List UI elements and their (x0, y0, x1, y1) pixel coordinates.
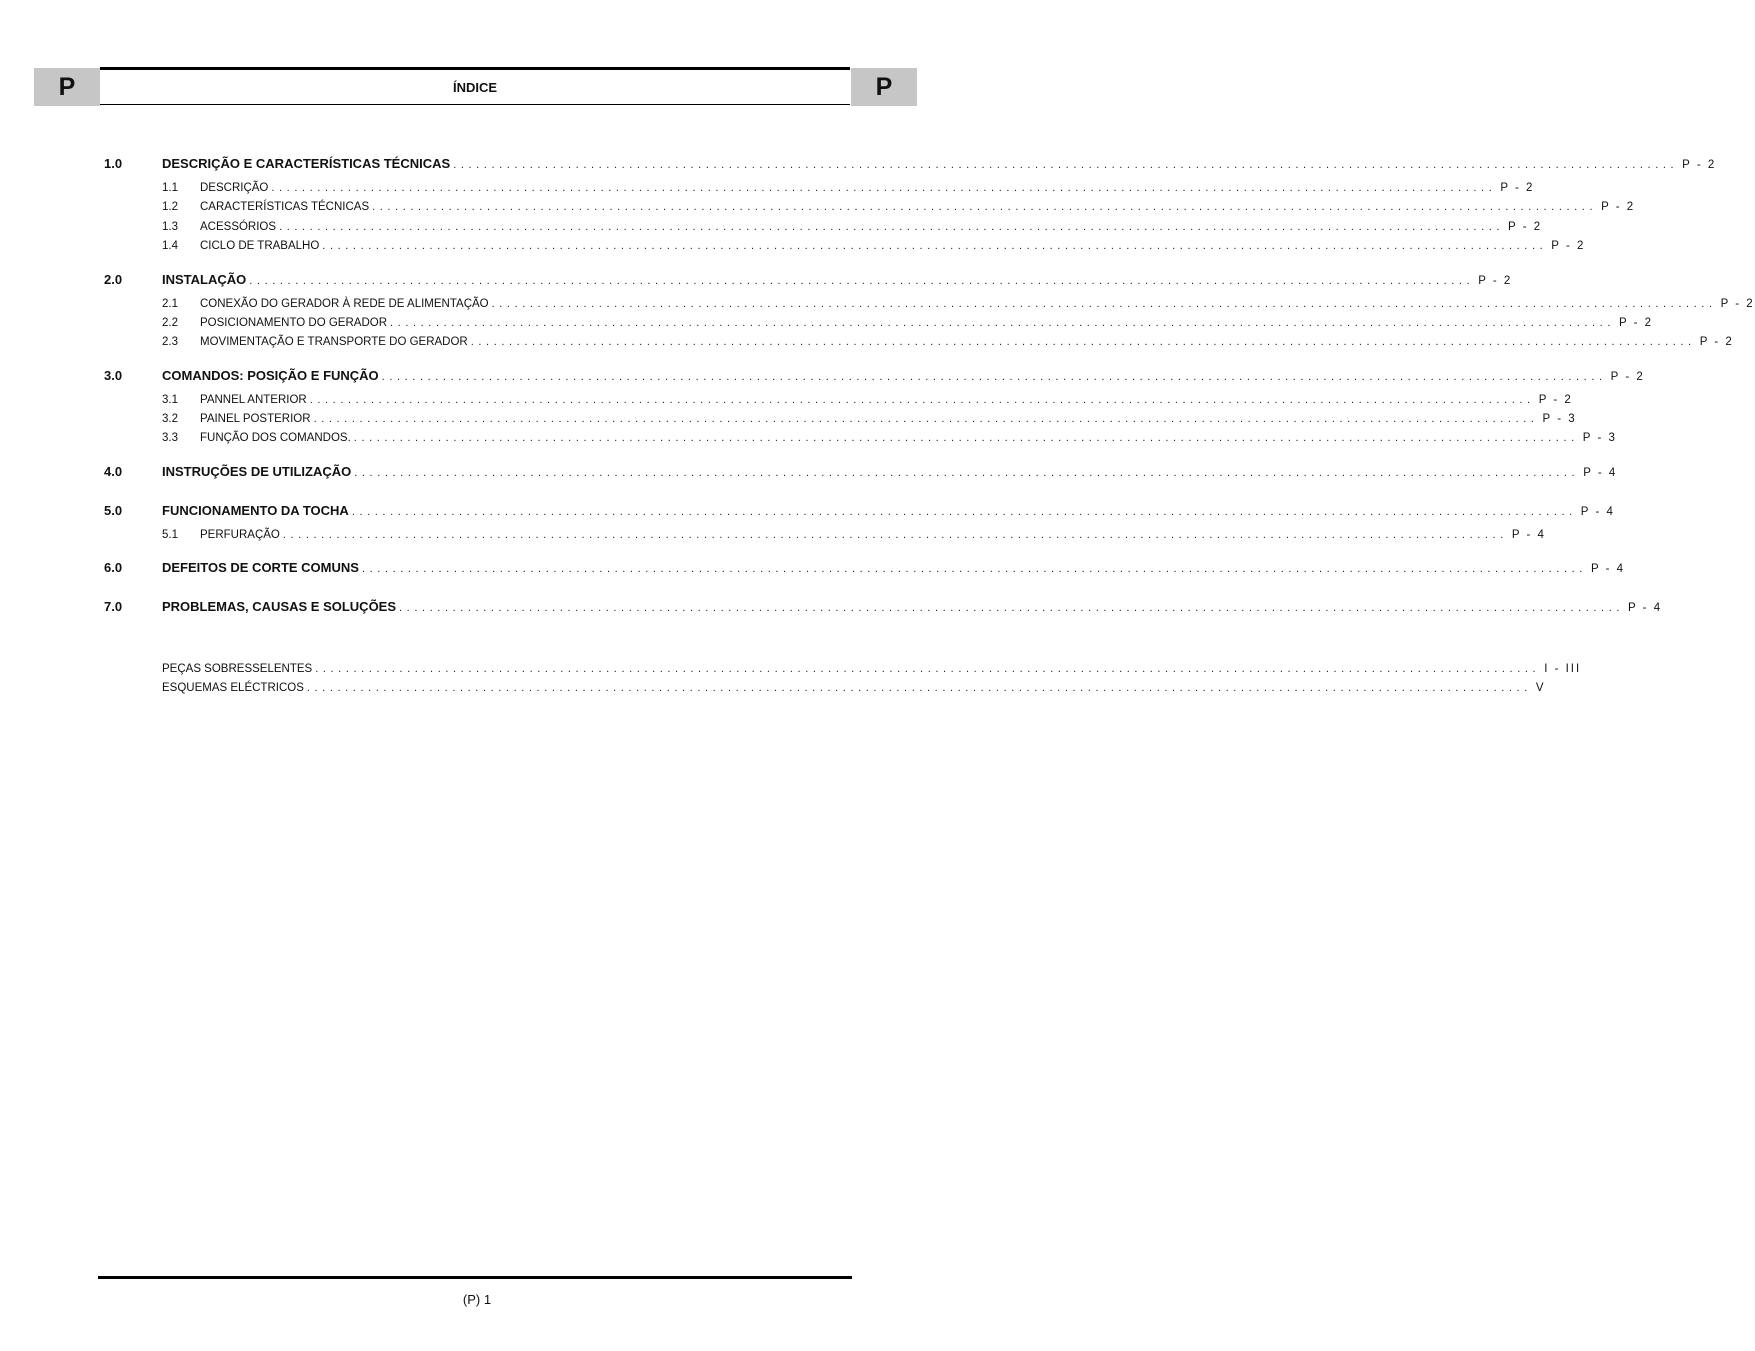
toc-entry-electrical-diagrams[interactable] (162, 678, 1546, 694)
toc-leader: ................................................................................................................................................................ (372, 201, 1598, 213)
toc-leader: ................................................................................................................................................................ (453, 159, 1679, 171)
toc-entry-7-0[interactable] (104, 598, 1663, 614)
toc-leader: ................................................................................................................................................................ (322, 240, 1548, 252)
toc-page: P - 2 (1720, 298, 1755, 310)
toc-number: 1.0 (104, 156, 123, 171)
toc-leader: ................................................................................................................................................................ (313, 413, 1539, 425)
toc-entry-2-3[interactable] (104, 332, 1734, 348)
toc-title: PAINEL POSTERIOR (200, 413, 311, 425)
toc-leader: ................................................................................................................................................................ (306, 682, 1532, 694)
toc-entry-3-0[interactable] (104, 367, 1645, 383)
footer-divider (98, 1276, 852, 1279)
toc-page: P - 2 (1500, 182, 1535, 194)
toc-page: P - 2 (1610, 371, 1645, 383)
toc-entry-1-2[interactable] (104, 197, 1636, 213)
toc-entry-1-3[interactable] (104, 217, 1543, 233)
toc-page: P - 4 (1580, 506, 1615, 518)
toc-entry-2-2[interactable] (104, 313, 1654, 329)
toc-page: P - 4 (1590, 563, 1626, 575)
toc-title: INSTRUÇÕES DE UTILIZAÇÃO (162, 464, 352, 479)
toc-number: 1.2 (162, 201, 178, 213)
toc-number: 2.3 (162, 336, 178, 348)
toc-page: P - 3 (1582, 432, 1617, 444)
toc-title: INSTALAÇÃO (162, 272, 247, 287)
toc-entry-3-2[interactable] (104, 409, 1577, 425)
toc-entry-3-3[interactable] (104, 428, 1617, 444)
toc-number: 3.0 (104, 368, 123, 383)
toc-leader: ................................................................................................................................................................ (271, 182, 1497, 194)
toc-entry-3-1[interactable] (104, 390, 1573, 406)
toc-page: P - 2 (1478, 275, 1513, 287)
toc-page: P - 3 (1542, 413, 1577, 425)
toc-number: 1.3 (162, 221, 178, 233)
toc-title: POSICIONAMENTO DO GERADOR (200, 317, 388, 329)
toc-leader: ................................................................................................................................................................ (249, 275, 1475, 287)
toc-title: CONEXÃO DO GERADOR À REDE DE ALIMENTAÇÃO (200, 298, 489, 310)
toc-title: PROBLEMAS, CAUSAS E SOLUÇÕES (162, 599, 397, 614)
toc-number: 5.0 (104, 503, 123, 518)
toc-entry-4-0[interactable] (104, 463, 1618, 479)
toc-title: PANNEL ANTERIOR (200, 394, 307, 406)
page-title: ÍNDICE (100, 67, 850, 105)
toc-number: 6.0 (104, 560, 123, 575)
toc-leader: ................................................................................................................................................................ (279, 221, 1505, 233)
language-tab-left: P (34, 68, 100, 106)
toc-number: 2.1 (162, 298, 178, 310)
toc-title: MOVIMENTAÇÃO E TRANSPORTE DO GERADOR (200, 336, 468, 348)
toc-title: DEFEITOS DE CORTE COMUNS (162, 560, 359, 575)
toc-title: CARACTERÍSTICAS TÉCNICAS (200, 201, 370, 213)
toc-number: 5.1 (162, 529, 178, 541)
page-number: (P) 1 (462, 1292, 492, 1307)
toc-leader: ................................................................................................................................................................ (354, 467, 1580, 479)
toc-entry-5-0[interactable] (104, 502, 1615, 518)
toc-entry-1-4[interactable] (104, 236, 1586, 252)
toc-page: P - 4 (1628, 602, 1663, 614)
toc-number: 3.2 (162, 413, 178, 425)
toc-leader: ................................................................................................................................................................ (381, 371, 1607, 383)
toc-number: 4.0 (104, 464, 123, 479)
toc-leader: ................................................................................................................................................................ (470, 336, 1696, 348)
toc-leader: ................................................................................................................................................................ (282, 529, 1508, 541)
toc-number: 2.0 (104, 272, 123, 287)
toc-title: FUNCIONAMENTO DA TOCHA (162, 503, 349, 518)
toc-number: 3.3 (162, 432, 178, 444)
toc-entry-5-1[interactable] (104, 525, 1546, 541)
toc-number: 3.1 (162, 394, 178, 406)
toc-page: P - 2 (1538, 394, 1573, 406)
toc-page: P - 4 (1511, 529, 1546, 541)
toc-page: P - 2 (1619, 317, 1654, 329)
toc-leader: ................................................................................................................................................................ (390, 317, 1615, 329)
toc-leader: ................................................................................................................................................................ (399, 602, 1625, 614)
toc-page: P - 2 (1551, 240, 1586, 252)
toc-title: CICLO DE TRABALHO (200, 240, 320, 252)
toc-leader: ................................................................................................................................................................ (353, 432, 1579, 444)
toc-number: 7.0 (104, 599, 123, 614)
toc-title: DESCRIÇÃO E CARACTERÍSTICAS TÉCNICAS (162, 156, 451, 171)
toc-leader: ................................................................................................................................................................ (351, 506, 1577, 518)
toc-leader: ................................................................................................................................................................ (315, 663, 1541, 675)
toc-title: PERFURAÇÃO (200, 529, 280, 541)
toc-page: P - 2 (1601, 201, 1636, 213)
toc-title: FUNÇÃO DOS COMANDOS. (200, 432, 351, 444)
toc-entry-2-1[interactable] (104, 294, 1755, 310)
toc-page: I - III (1544, 663, 1582, 675)
toc-entry-2-0[interactable] (104, 271, 1513, 287)
toc-title: ESQUEMAS ELÉCTRICOS (162, 682, 304, 694)
toc-number: 1.4 (162, 240, 178, 252)
toc-entry-1-1[interactable] (104, 178, 1535, 194)
toc-page: P - 2 (1682, 159, 1717, 171)
toc-number: 1.1 (162, 182, 178, 194)
toc-page: P - 2 (1508, 221, 1543, 233)
toc-entry-6-0[interactable] (104, 559, 1626, 575)
toc-page: P - 4 (1583, 467, 1618, 479)
language-tab-right: P (851, 68, 917, 106)
toc-page: V (1535, 682, 1546, 694)
toc-page: P - 2 (1699, 336, 1734, 348)
toc-leader: ................................................................................................................................................................ (361, 563, 1587, 575)
toc-leader: ................................................................................................................................................................ (491, 298, 1717, 310)
toc-number: 2.2 (162, 317, 178, 329)
toc-leader: ................................................................................................................................................................ (309, 394, 1535, 406)
toc-title: ACESSÓRIOS (200, 221, 277, 233)
toc-title: DESCRIÇÃO (200, 182, 269, 194)
toc-title: PEÇAS SOBRESSELENTES (162, 663, 313, 675)
toc-title: COMANDOS: POSIÇÃO E FUNÇÃO (162, 368, 379, 383)
toc-entry-spare-parts[interactable] (162, 659, 1582, 675)
toc-entry-1-0[interactable] (104, 155, 1717, 171)
